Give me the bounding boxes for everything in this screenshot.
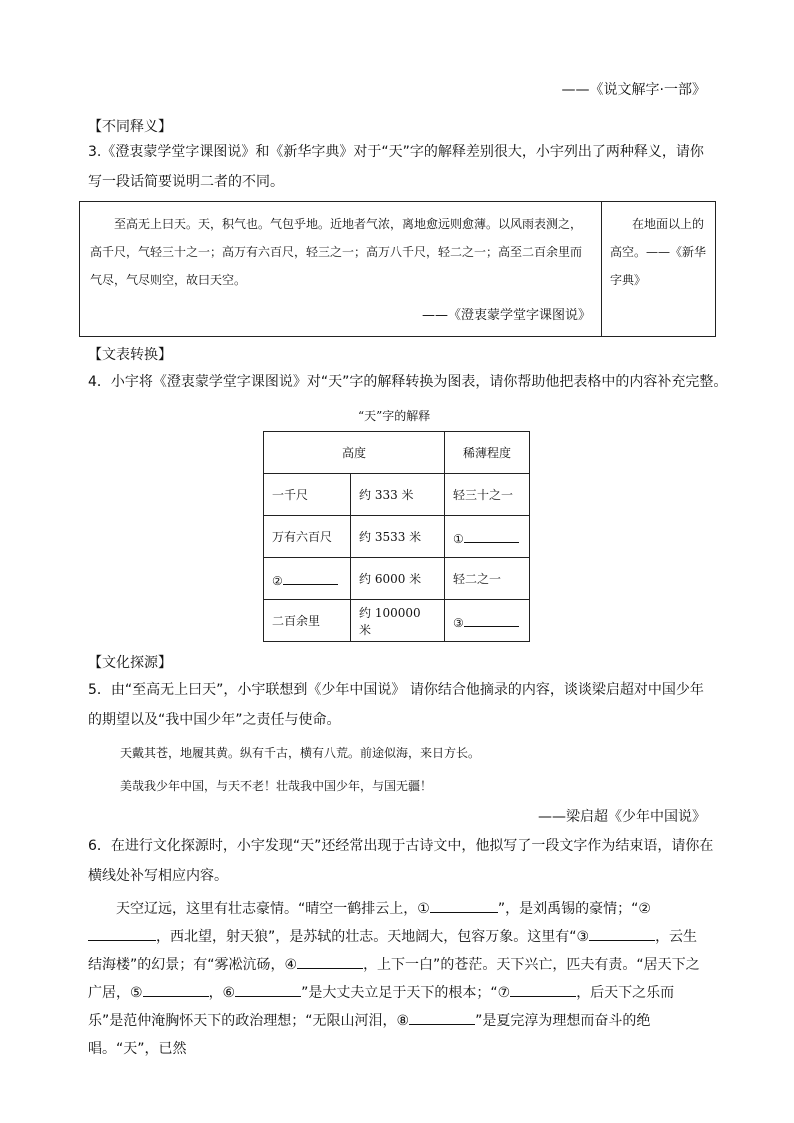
cell-chi: 二百余里 bbox=[264, 600, 351, 642]
question-6-line1: 6．在进行文化探源时，小宇发现“天”还经常出现于古诗文中，他拟写了一段文字作为结束语，请你在 bbox=[88, 838, 714, 854]
question-3-line2: 写一段话简要说明二者的不同。 bbox=[88, 174, 284, 190]
table-row bbox=[264, 558, 530, 600]
blank-3[interactable] bbox=[445, 600, 530, 642]
header-height: 高度 bbox=[264, 432, 445, 474]
cell-meters: 约 3533 米 bbox=[351, 516, 445, 558]
table-row bbox=[264, 474, 530, 516]
table-caption: “天”字的解释 bbox=[358, 409, 431, 423]
blank-1[interactable] bbox=[445, 516, 530, 558]
cheng-zhong-source: ——《澄衷蒙学堂字课图说》 bbox=[421, 308, 591, 323]
table-header-row bbox=[264, 432, 530, 474]
blank-2[interactable] bbox=[264, 558, 351, 600]
cell-meters: 约 333 米 bbox=[351, 474, 445, 516]
cell-chi: 万有六百尺 bbox=[264, 516, 351, 558]
table-row bbox=[264, 516, 530, 558]
quote-line1: 天戴其苍，地履其黄。纵有千古，横有八荒。前途似海，来日方长。 bbox=[120, 746, 481, 760]
blank-q6-1[interactable] bbox=[430, 898, 498, 913]
blank-q6-2[interactable] bbox=[88, 926, 156, 941]
table-row bbox=[264, 600, 530, 642]
cell-chi: 一千尺 bbox=[264, 474, 351, 516]
definitions-box bbox=[79, 201, 716, 337]
blank-q6-8[interactable] bbox=[409, 1010, 475, 1025]
question-6-line2: 横线处补写相应内容。 bbox=[88, 868, 228, 884]
cheng-zhong-definition: 至高无上曰天。天，积气也。气包乎地。近地者气浓，离地愈远则愈薄。以风雨表测之，高千尺，气轻三十之一；高万有六百尺，轻三之一；高万八千尺，轻二之一；高至二百余里而气尽，气尽则空，故曰天空。 bbox=[90, 217, 583, 287]
question-4-line1: 4．小宇将《澄衷蒙学堂字课图说》对“天”字的解释转换为图表，请你帮助他把表格中的内容补充完整。 bbox=[88, 374, 728, 390]
section-heading-different-meanings: 【不同释义】 bbox=[88, 119, 172, 135]
section-heading-culture: 【文化探源】 bbox=[88, 655, 172, 671]
blank-1-label: ① bbox=[453, 531, 464, 546]
question-5-line2: 的期望以及“我中国少年”之责任与使命。 bbox=[88, 712, 341, 728]
height-table bbox=[263, 431, 530, 642]
blank-3-label: ③ bbox=[453, 615, 464, 630]
closing-paragraph: 天空辽远，这里有壮志豪情。“晴空一鹤排云上，① ”，是刘禹锡的豪情；“②，西北望，射天狼”，是苏轼的壮志。天地阔大，包容万象。这里有“③ ，云生结海楼”的幻景；有“雾凇沆砀，④ ，上下一白”的苍茫。天下兴亡，匹夫有责。“居天下之广居，⑤ ，⑥ ”是大丈夫立足于天下的根本；“⑦ ，后天下之乐而乐”是范仲淹胸怀天下的政治理想；“无限山河泪，⑧ ”是夏完淳为理想而奋斗的绝唱。“天”，已然 bbox=[88, 895, 708, 1063]
cell-thinness: 轻二之一 bbox=[445, 558, 530, 600]
question-3-line1: 3.《澄衷蒙学堂字课图说》和《新华字典》对于“天”字的解释差别很大，小宇列出了两种释义，请你 bbox=[88, 144, 704, 160]
quote-line2: 美哉我少年中国，与天不老！壮哉我中国少年，与国无疆！ bbox=[120, 779, 433, 793]
blank-q6-3[interactable] bbox=[589, 926, 655, 941]
blank-2-label: ② bbox=[272, 573, 283, 588]
cell-meters: 约 100000 米 bbox=[351, 600, 445, 642]
box-divider bbox=[601, 202, 602, 336]
blank-q6-7[interactable] bbox=[510, 982, 576, 997]
xinhua-definition: 在地面以上的高空。——《新华字典》 bbox=[610, 217, 707, 287]
header-thinness: 稀薄程度 bbox=[445, 432, 530, 474]
blank-q6-6[interactable] bbox=[235, 982, 301, 997]
cell-thinness: 轻三十之一 bbox=[445, 474, 530, 516]
question-5-line1: 5．由“至高无上曰天”，小宇联想到《少年中国说》 请你结合他摘录的内容，谈谈梁启超对中国少年 bbox=[88, 682, 704, 698]
cell-meters: 约 6000 米 bbox=[351, 558, 445, 600]
section-heading-text-table: 【文表转换】 bbox=[88, 347, 172, 363]
blank-q6-4[interactable] bbox=[297, 954, 363, 969]
top-source: ——《说文解字·一部》 bbox=[561, 82, 706, 98]
blank-q6-5[interactable] bbox=[143, 982, 209, 997]
quote-source: ——梁启超《少年中国说》 bbox=[538, 809, 706, 825]
